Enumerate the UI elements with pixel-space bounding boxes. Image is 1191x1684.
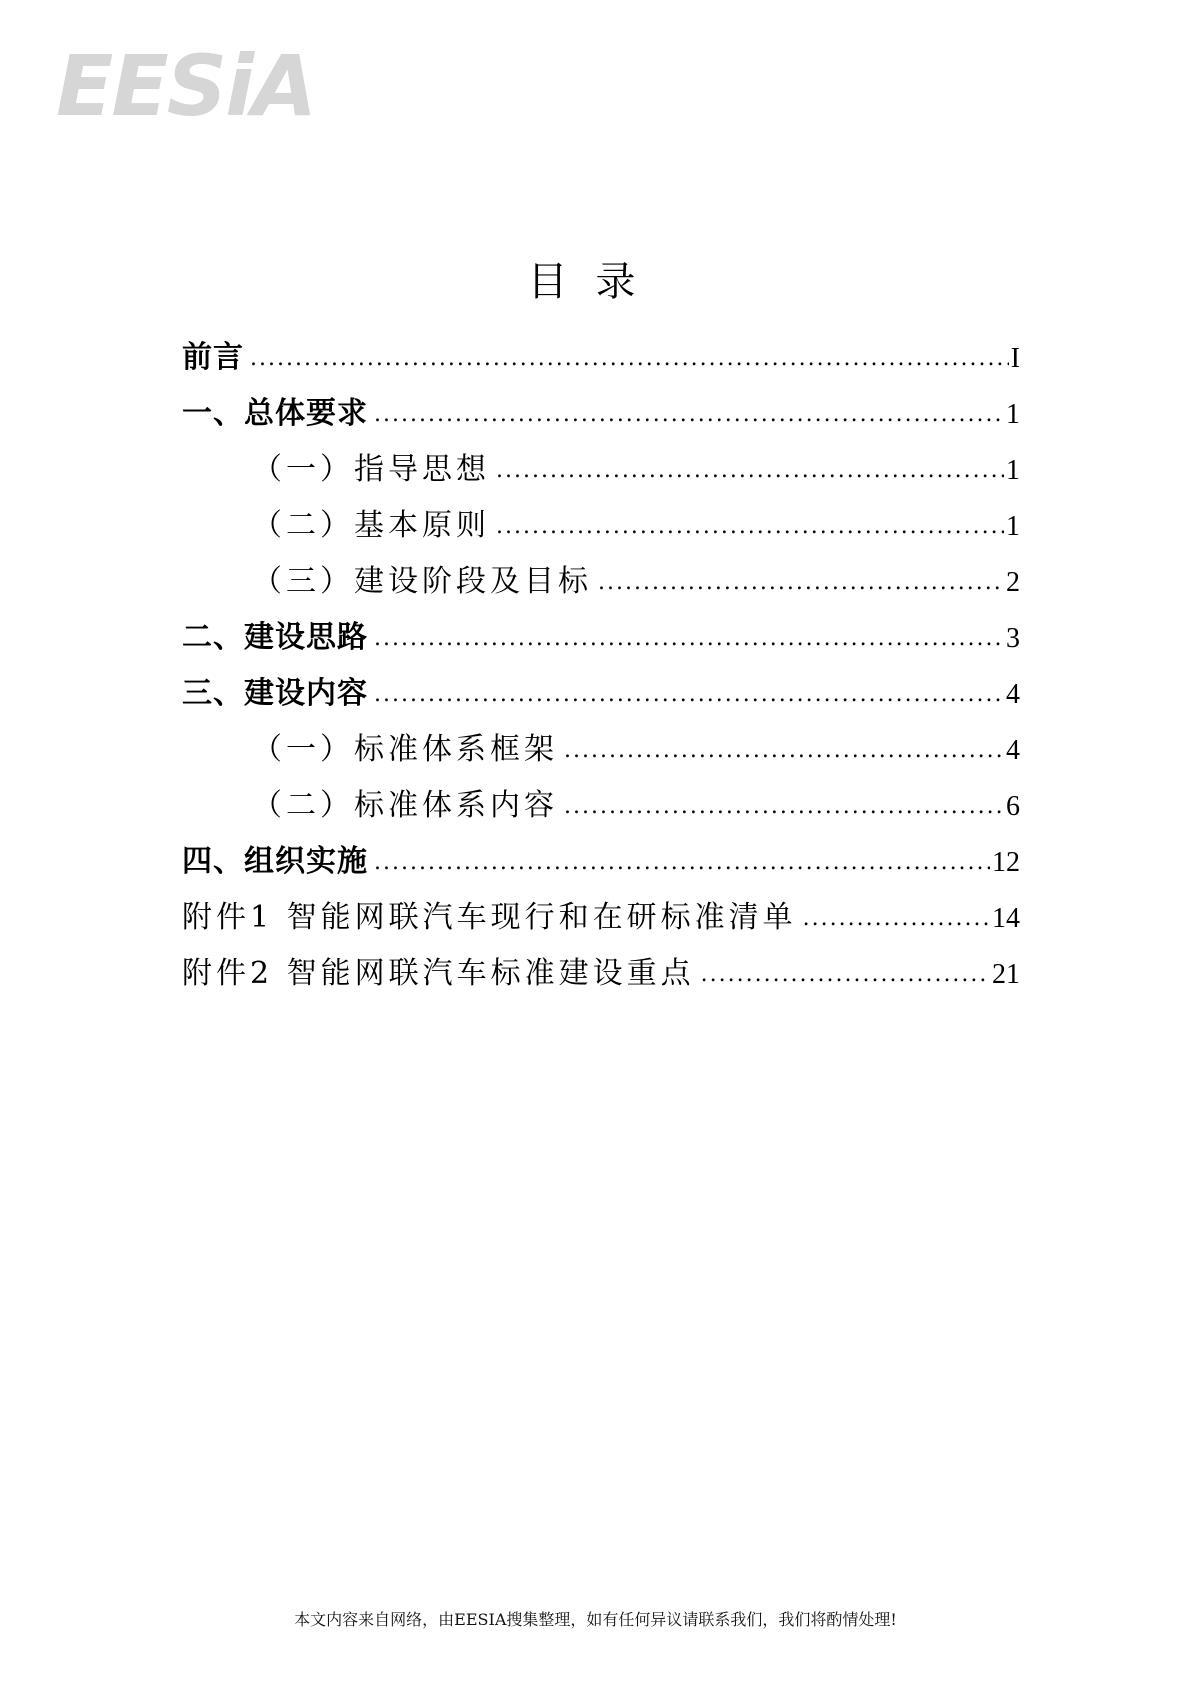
toc-entry-label: （二）基本原则 — [252, 508, 490, 543]
toc-entry-standards-content[interactable] — [182, 778, 1020, 834]
toc-entry-page: 21 — [992, 959, 1020, 990]
toc-entry-page: 3 — [1006, 623, 1020, 654]
toc-entry-page: I — [1010, 343, 1020, 374]
toc-dot-leader — [250, 331, 1009, 387]
toc-entry-page: 6 — [1006, 791, 1020, 822]
eesia-logo: EESiA — [56, 37, 316, 135]
toc-entry-label: 四、组织实施 — [182, 844, 368, 879]
toc-entry-label: （二）标准体系内容 — [252, 788, 558, 823]
toc-dot-leader — [701, 947, 990, 1003]
toc-entry-label: 一、总体要求 — [182, 396, 368, 431]
toc-dot-leader — [496, 499, 1004, 555]
toc-entry-construction-approach[interactable] — [182, 610, 1020, 666]
toc-entry-label: 二、建设思路 — [182, 620, 368, 655]
toc-dot-leader — [564, 779, 1004, 835]
toc-dot-leader — [564, 723, 1004, 779]
toc-entry-construction-content[interactable] — [182, 666, 1020, 722]
toc-dot-leader — [598, 555, 1004, 611]
toc-entry-page: 12 — [992, 847, 1020, 878]
toc-entry-page: 4 — [1006, 679, 1020, 710]
toc-entry-label: 三、建设内容 — [182, 676, 368, 711]
table-of-contents — [182, 330, 1020, 1002]
toc-dot-leader — [496, 443, 1004, 499]
toc-dot-leader — [374, 667, 1004, 723]
toc-entry-page: 1 — [1006, 511, 1020, 542]
toc-entry-label: （一）指导思想 — [252, 452, 490, 487]
toc-entry-implementation[interactable] — [182, 834, 1020, 890]
toc-entry-general-requirements[interactable] — [182, 386, 1020, 442]
footer-disclaimer: 本文内容来自网络，由EESIA搜集整理，如有任何异议请联系我们，我们将酌情处理! — [294, 1610, 897, 1629]
toc-entry-page: 1 — [1006, 399, 1020, 430]
toc-entry-label: （一）标准体系框架 — [252, 732, 558, 767]
toc-entry-label: 附件1 智能网联汽车现行和在研标准清单 — [182, 900, 797, 935]
toc-dot-leader — [374, 387, 1004, 443]
toc-entry-preface[interactable] — [182, 330, 1020, 386]
toc-entry-label: 前言 — [182, 340, 244, 375]
toc-entry-basic-principles[interactable] — [182, 498, 1020, 554]
toc-entry-page: 14 — [992, 903, 1020, 934]
toc-entry-appendix-1[interactable] — [182, 890, 1020, 946]
toc-dot-leader — [374, 835, 990, 891]
toc-dot-leader — [374, 611, 1004, 667]
toc-entry-guiding-ideology[interactable] — [182, 442, 1020, 498]
page-title: 目录 — [527, 259, 664, 305]
toc-entry-label: 附件2 智能网联汽车标准建设重点 — [182, 956, 695, 991]
toc-entry-page: 2 — [1006, 567, 1020, 598]
toc-entry-page: 1 — [1006, 455, 1020, 486]
toc-entry-appendix-2[interactable] — [182, 946, 1020, 1002]
toc-entry-standards-framework[interactable] — [182, 722, 1020, 778]
toc-entry-page: 4 — [1006, 735, 1020, 766]
toc-entry-stages-and-goals[interactable] — [182, 554, 1020, 610]
toc-entry-label: （三）建设阶段及目标 — [252, 564, 592, 599]
toc-dot-leader — [803, 891, 990, 947]
